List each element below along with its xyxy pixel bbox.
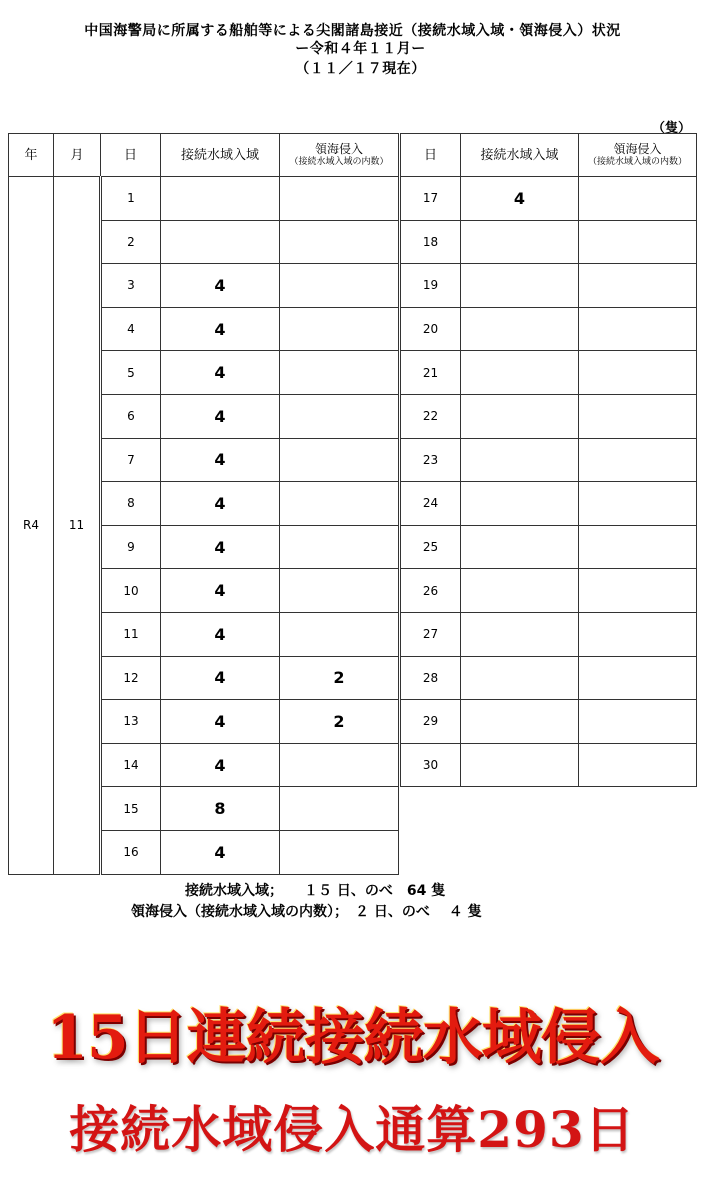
contiguous-cell: 4: [461, 177, 579, 221]
day-cell: 7: [101, 438, 161, 482]
day-cell: 14: [101, 743, 161, 787]
day-cell: 26: [401, 569, 461, 613]
territorial-cell: [280, 438, 399, 482]
table-row: [401, 482, 697, 526]
contiguous-cell: [461, 612, 579, 656]
header-territorial-label: 領海侵入: [314, 142, 363, 156]
contiguous-cell: 4: [161, 830, 280, 874]
table-row: [401, 700, 697, 744]
header-contiguous-right: 接続水域入域: [461, 134, 579, 177]
contiguous-cell: 4: [161, 656, 280, 700]
day-cell: 9: [101, 525, 161, 569]
banner-consecutive-days: 15日連続接続水域侵入: [46, 1003, 659, 1073]
day-cell: 12: [101, 656, 161, 700]
table-row: [401, 351, 697, 395]
day-cell: 13: [101, 700, 161, 744]
territorial-cell: [280, 830, 399, 874]
day-cell: 2: [101, 220, 161, 264]
day-cell: 3: [101, 264, 161, 308]
territorial-cell: [280, 394, 399, 438]
day-cell: 23: [401, 438, 461, 482]
header-day-right: 日: [401, 134, 461, 177]
day-cell: 19: [401, 264, 461, 308]
day-cell: 28: [401, 656, 461, 700]
header-month: 月: [54, 134, 101, 177]
table-row: [401, 264, 697, 308]
table-row: [9, 177, 399, 221]
header-territorial-sub: （接続水域入域の内数）: [289, 157, 389, 167]
territorial-cell: [280, 612, 399, 656]
day-cell: 18: [401, 220, 461, 264]
year-cell: R4: [9, 177, 54, 875]
territorial-cell: [280, 743, 399, 787]
contiguous-cell: 4: [161, 569, 280, 613]
territorial-cell: [280, 307, 399, 351]
day-cell: 21: [401, 351, 461, 395]
table-row: [401, 307, 697, 351]
contiguous-cell: 4: [161, 482, 280, 526]
contiguous-cell: [161, 177, 280, 221]
banner-total-days: 接続水域侵入通算293日: [69, 1100, 636, 1159]
day-cell: 16: [101, 830, 161, 874]
territorial-cell: [579, 394, 697, 438]
territorial-cell: [280, 177, 399, 221]
contiguous-cell: [461, 394, 579, 438]
territorial-cell: [280, 569, 399, 613]
contiguous-cell: [461, 438, 579, 482]
table-row: [401, 394, 697, 438]
header-day: 日: [101, 134, 161, 177]
table-row: [401, 438, 697, 482]
contiguous-cell: 4: [161, 351, 280, 395]
day-cell: 20: [401, 307, 461, 351]
table-row: [401, 743, 697, 787]
table-row: [401, 612, 697, 656]
day-cell: 15: [101, 787, 161, 831]
header-territorial-label-right: 領海侵入: [613, 142, 662, 156]
header-contiguous: 接続水域入域: [161, 134, 280, 177]
table-row: [401, 656, 697, 700]
territorial-cell: [579, 351, 697, 395]
territorial-cell: 2: [280, 700, 399, 744]
table-row: [401, 569, 697, 613]
day-cell: 25: [401, 525, 461, 569]
contiguous-cell: [461, 482, 579, 526]
contiguous-cell: 4: [161, 264, 280, 308]
header-territorial: [280, 134, 399, 177]
document-subtitle-date: （１１／１７現在）: [295, 61, 426, 77]
day-cell: 30: [401, 743, 461, 787]
day-cell: 5: [101, 351, 161, 395]
header-territorial-right: [579, 134, 697, 177]
contiguous-cell: 4: [161, 743, 280, 787]
day-cell: 29: [401, 700, 461, 744]
contiguous-cell: [461, 743, 579, 787]
day-cell: 6: [101, 394, 161, 438]
contiguous-cell: 8: [161, 787, 280, 831]
territorial-cell: [579, 438, 697, 482]
territorial-cell: [579, 482, 697, 526]
day-cell: 17: [401, 177, 461, 221]
table-row: [401, 525, 697, 569]
day-cell: 22: [401, 394, 461, 438]
summary-territorial: 領海侵入（接続水域入域の内数）； ２ 日、のべ ４ 隻: [131, 904, 482, 920]
contiguous-cell: [461, 307, 579, 351]
day-cell: 10: [101, 569, 161, 613]
territorial-cell: [579, 220, 697, 264]
contiguous-cell: [461, 569, 579, 613]
territorial-cell: [280, 525, 399, 569]
territorial-cell: [280, 351, 399, 395]
day-cell: 27: [401, 612, 461, 656]
territorial-cell: [579, 612, 697, 656]
left-data-table: [8, 133, 399, 875]
territorial-cell: [579, 569, 697, 613]
right-data-table: [400, 133, 697, 787]
header-territorial-sub-right: （接続水域入域の内数）: [587, 157, 687, 167]
right-table-body: [401, 177, 697, 787]
day-cell: 8: [101, 482, 161, 526]
table-row: [401, 177, 697, 221]
territorial-cell: [579, 743, 697, 787]
summary-contiguous: 接続水域入域； １５ 日、のべ 64 隻: [185, 883, 446, 899]
month-cell: 11: [54, 177, 101, 875]
contiguous-cell: [461, 700, 579, 744]
territorial-cell: [579, 177, 697, 221]
contiguous-cell: [461, 220, 579, 264]
contiguous-cell: 4: [161, 307, 280, 351]
day-cell: 24: [401, 482, 461, 526]
day-cell: 1: [101, 177, 161, 221]
territorial-cell: 2: [280, 656, 399, 700]
contiguous-cell: [461, 351, 579, 395]
header-year: 年: [9, 134, 54, 177]
day-cell: 11: [101, 612, 161, 656]
territorial-cell: [579, 656, 697, 700]
territorial-cell: [579, 264, 697, 308]
territorial-cell: [579, 307, 697, 351]
territorial-cell: [579, 700, 697, 744]
contiguous-cell: [461, 264, 579, 308]
document-subtitle-month: ー令和４年１１月ー: [295, 41, 426, 57]
contiguous-cell: 4: [161, 525, 280, 569]
contiguous-cell: 4: [161, 438, 280, 482]
territorial-cell: [280, 264, 399, 308]
contiguous-cell: 4: [161, 394, 280, 438]
table-row: [401, 220, 697, 264]
contiguous-cell: [161, 220, 280, 264]
contiguous-cell: [461, 656, 579, 700]
day-cell: 4: [101, 307, 161, 351]
left-table-body: [9, 177, 399, 875]
territorial-cell: [280, 482, 399, 526]
territorial-cell: [280, 220, 399, 264]
contiguous-cell: 4: [161, 612, 280, 656]
territorial-cell: [280, 787, 399, 831]
territorial-cell: [579, 525, 697, 569]
contiguous-cell: [461, 525, 579, 569]
unit-label: （隻）: [652, 121, 692, 136]
document-title: 中国海警局に所属する船舶等による尖閣諸島接近（接続水域入域・領海侵入）状況: [84, 23, 621, 39]
contiguous-cell: 4: [161, 700, 280, 744]
